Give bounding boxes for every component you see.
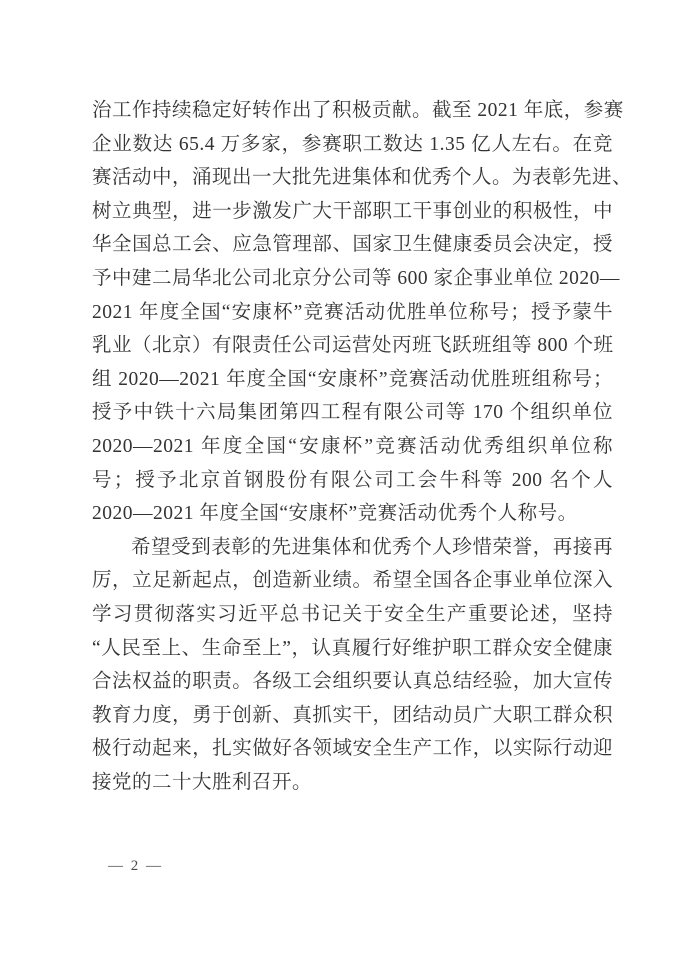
text-line: 华全国总工会、应急管理部、国家卫生健康委员会决定，授 [92,234,613,256]
text-line: 2021 年度全国“安康杯”竞赛活动优胜单位称号；授予蒙牛 [92,301,613,323]
text-line: 企业数达 65.4 万多家，参赛职工数达 1.35 亿人左右。在竞 [92,133,613,155]
text-line: 厉，立足新起点，创造新业绩。希望全国各企事业单位深入 [92,570,613,592]
text-line: 2020—2021 年度全国“安康杯”竞赛活动优秀组织单位称 [92,435,613,457]
text-line: 极行动起来，扎实做好各领域安全生产工作，以实际行动迎 [92,738,613,760]
text-line: 学习贯彻落实习近平总书记关于安全生产重要论述，坚持 [92,603,613,625]
text-line: 赛活动中，涌现出一大批先进集体和优秀个人。为表彰先进、 [92,167,633,189]
text-line: 接党的二十大胜利召开。 [92,771,313,793]
text-line: 2020—2021 年度全国“安康杯”竞赛活动优秀个人称号。 [92,503,578,525]
text-line: 希望受到表彰的先进集体和优秀个人珍惜荣誉，再接再 [131,536,613,558]
text-line: 合法权益的职责。各级工会组织要认真总结经验，加大宣传 [92,671,613,693]
text-line: 授予中铁十六局集团第四工程有限公司等 170 个组织单位 [92,402,613,424]
text-line: 组 2020—2021 年度全国“安康杯”竞赛活动优胜班组称号； [92,368,613,390]
text-line: 号；授予北京首钢股份有限公司工会牛科等 200 名个人 [92,469,613,491]
body-text [92,94,633,799]
text-line: 教育力度，勇于创新、真抓实干，团结动员广大职工群众积 [92,704,613,726]
text-line: “人民至上、生命至上”，认真履行好维护职工群众安全健康 [92,637,613,659]
text-line: 予中建二局华北公司北京分公司等 600 家企事业单位 2020— [92,267,620,289]
page-number: — 2 — [108,858,163,874]
text-line: 树立典型，进一步激发广大干部职工干事创业的积极性，中 [92,200,613,222]
text-line: 治工作持续稳定好转作出了积极贡献。截至 2021 年底，参赛 [92,100,624,121]
text-line: 乳业（北京）有限责任公司运营处丙班飞跃班组等 800 个班 [92,335,614,357]
